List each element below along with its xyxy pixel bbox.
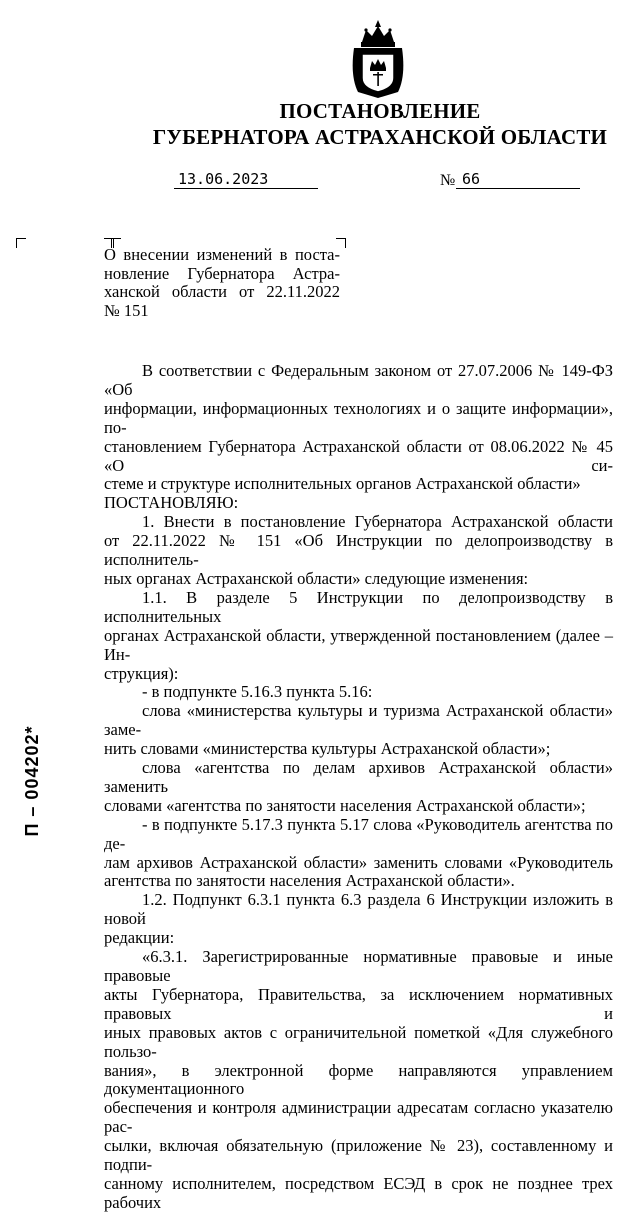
date-underline [174, 188, 318, 189]
body-line: агентства по занятости населения Астраханской области». [104, 871, 515, 891]
body-line: слова «министерства культуры и туризма Астраханской области» заме- [104, 701, 613, 740]
body-line: акты Губернатора, Правительства, за исключением нормативных правовых и [104, 984, 613, 1023]
body-line: от 22.11.2022 № 151 «Об Инструкции по делопроизводству в исполнитель- [104, 531, 613, 570]
subject-line: О внесении изменений в поста- [104, 245, 340, 264]
body-line: редакции: [104, 928, 175, 948]
subject-block [104, 246, 340, 320]
document-title [150, 98, 610, 150]
body-line: стеме и структуре исполнительных органов Астраханской области» [104, 474, 581, 494]
registration-code: П – 004202* [22, 725, 42, 837]
subject-line: ханской области от 22.11.2022 [104, 282, 340, 302]
subject-line: новление Губернатора Астра- [104, 263, 340, 283]
body-line: органах Астраханской области, утвержденной постановлением (далее – Ин- [104, 625, 613, 664]
title-line-2: ГУБЕРНАТОРА АСТРАХАНСКОЙ ОБЛАСТИ [152, 125, 608, 149]
body-line: 1.2. Подпункт 6.3.1 пункта 6.3 раздела 6 Инструкции изложить в новой [104, 890, 613, 929]
body-line: струкция): [104, 663, 179, 683]
body-line: ных органах Астраханской области» следующие изменения: [104, 568, 529, 588]
body-line: обеспечения и контроля администрации адресатам согласно указателю рас- [104, 1098, 613, 1137]
body-line: сылки, включая обязательную (приложение № 23), составленному и подпи- [104, 1136, 613, 1175]
body-line: ПОСТАНОВЛЯЮ: [104, 493, 239, 513]
body-line: информации, информационных технологиях и о защите информации», по- [104, 398, 613, 437]
body-line: В соответствии с Федеральным законом от 27.07.2006 № 149-ФЗ «Об [104, 361, 613, 399]
body-line: словами «агентства по занятости населения Астраханской области»; [104, 795, 586, 815]
number-underline [456, 188, 580, 189]
body-line: - в подпункте 5.17.3 пункта 5.17 слова «Руководитель агентства по де- [104, 814, 613, 853]
body-line: 1. Внести в постановление Губернатора Астраханской области [142, 512, 613, 532]
document-body [104, 362, 613, 1213]
body-line: санному исполнителем, посредством ЕСЭД в срок не позднее трех рабочих [104, 1173, 613, 1212]
body-line: лам архивов Астраханской области» заменить словами «Руководитель [104, 852, 613, 872]
body-line: - в подпункте 5.16.3 пункта 5.16: [142, 682, 373, 702]
document-number: 66 [462, 170, 481, 188]
number-label: № [440, 172, 456, 189]
body-line: иных правовых актов с ограничительной пометкой «Для служебного пользо- [104, 1022, 613, 1061]
corner-mark-left [16, 238, 26, 248]
registration-stamp [22, 696, 42, 866]
body-line: слова «агентства по делам архивов Астраханской области» заменить [104, 758, 613, 796]
coat-of-arms-emblem [348, 18, 408, 100]
body-line: 1.1. В разделе 5 Инструкции по делопроизводству в исполнительных [104, 587, 613, 626]
body-line: становлением Губернатора Астраханской области от 08.06.2022 № 45 «О си- [104, 436, 613, 475]
body-line: нить словами «министерства культуры Астраханской области»; [104, 739, 551, 759]
body-line: «6.3.1. Зарегистрированные нормативные правовые и иные правовые [104, 947, 613, 985]
subject-line: № 151 [104, 300, 149, 320]
body-line: вания», в электронной форме направляются управлением документационного [104, 1060, 613, 1099]
title-line-1: ПОСТАНОВЛЕНИЕ [279, 99, 481, 123]
document-date: 13.06.2023 [178, 170, 269, 188]
